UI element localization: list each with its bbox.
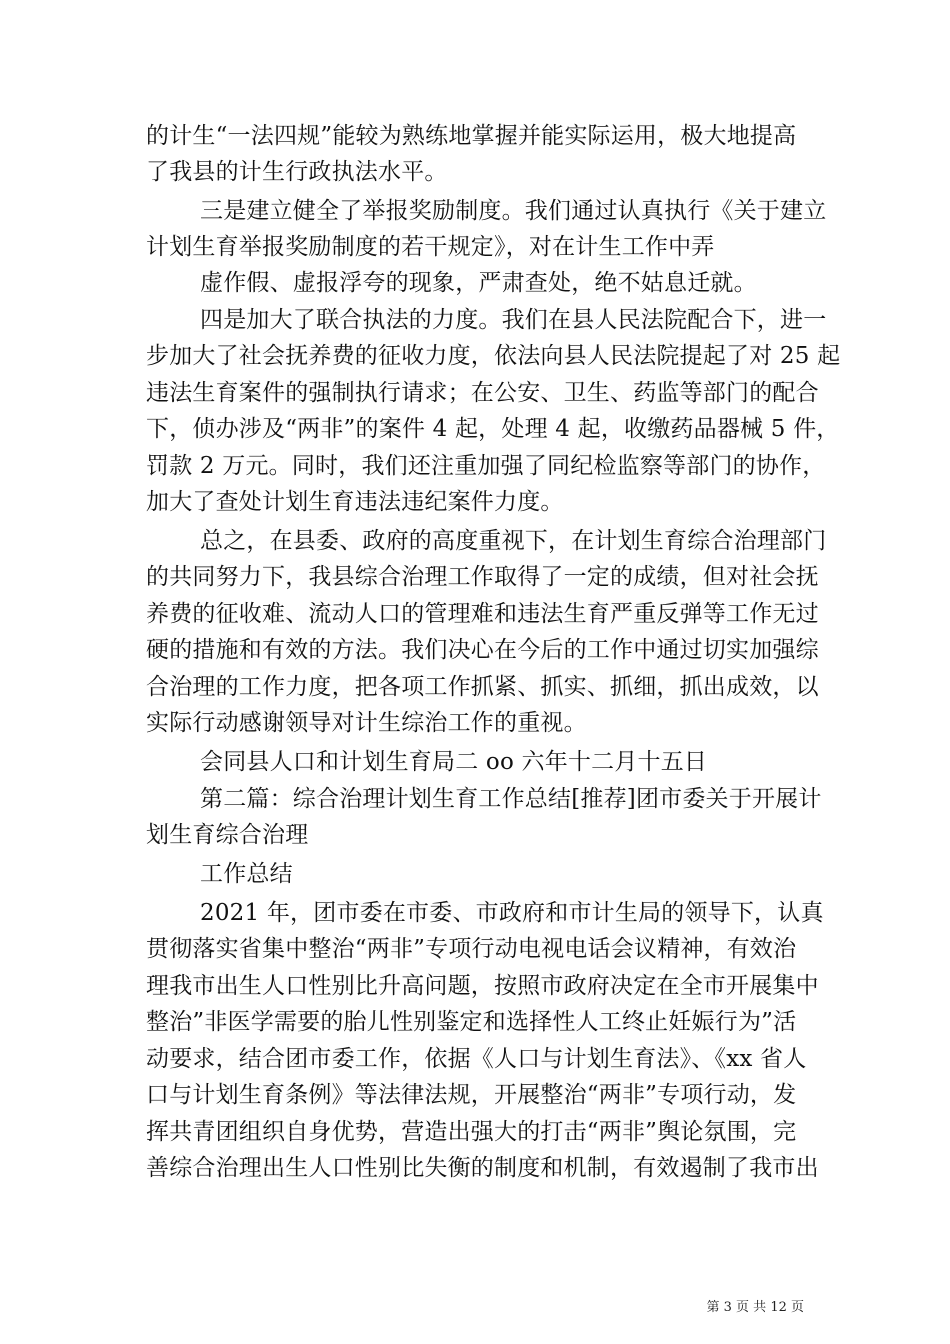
section-subheading: 工作总结 bbox=[200, 861, 293, 887]
text-line: 实际行动感谢领导对计生综治工作的重视。 bbox=[146, 710, 587, 736]
text-line: 整治”非医学需要的胎儿性别鉴定和选择性人工终止妊娠行为”活 bbox=[146, 1009, 797, 1035]
paragraph-start-line: 2021 年，团市委在市委、市政府和市计生局的领导下，认真 bbox=[200, 900, 824, 926]
text-line: 贯彻落实省集中整治“两非”专项行动电视电话会议精神，有效治 bbox=[146, 936, 797, 962]
paragraph-start-line: 三是建立健全了举报奖励制度。我们通过认真执行《关于建立 bbox=[200, 198, 827, 224]
text-line: 步加大了社会抚养费的征收力度，依法向县人民法院提起了对 25 起 bbox=[146, 343, 841, 369]
text-line: 挥共青团组织自身优势，营造出强大的打击“两非”舆论氛围，完 bbox=[146, 1119, 797, 1145]
section-heading-line: 划生育综合治理 bbox=[146, 822, 309, 848]
text-line: 违法生育案件的强制执行请求；在公安、卫生、药监等部门的配合 bbox=[146, 380, 819, 406]
paragraph-start-line: 总之，在县委、政府的高度重视下，在计划生育综合治理部门 bbox=[200, 528, 827, 554]
text-line: 的共同努力下，我县综合治理工作取得了一定的成绩，但对社会抚 bbox=[146, 564, 819, 590]
signature-line: 会同县人口和计划生育局二 oo 六年十二月十五日 bbox=[200, 749, 708, 775]
text-line: 合治理的工作力度，把各项工作抓紧、抓实、抓细，抓出成效，以 bbox=[146, 674, 819, 700]
text-line: 的计生“一法四规”能较为熟练地掌握并能实际运用，极大地提高 bbox=[146, 123, 797, 149]
text-line: 善综合治理出生人口性别比失衡的制度和机制，有效遏制了我市出 bbox=[146, 1155, 819, 1181]
paragraph-start-line: 四是加大了联合执法的力度。我们在县人民法院配合下，进一 bbox=[200, 307, 827, 333]
text-line: 硬的措施和有效的方法。我们决心在今后的工作中通过切实加强综 bbox=[146, 637, 819, 663]
text-line: 加大了查处计划生育违法违纪案件力度。 bbox=[146, 489, 564, 515]
text-line: 下，侦办涉及“两非”的案件 4 起，处理 4 起，收缴药品器械 5 件， bbox=[146, 416, 840, 442]
text-line: 动要求，结合团市委工作，依据《人口与计划生育法》、《xx 省人 bbox=[146, 1046, 807, 1072]
text-line: 养费的征收难、流动人口的管理难和违法生育严重反弹等工作无过 bbox=[146, 601, 819, 627]
text-line: 理我市出生人口性别比升高问题，按照市政府决定在全市开展集中 bbox=[146, 973, 819, 999]
text-line: 罚款 2 万元。同时，我们还注重加强了同纪检监察等部门的协作， bbox=[146, 453, 826, 479]
section-heading-line: 第二篇：综合治理计划生育工作总结[推荐]团市委关于开展计 bbox=[200, 786, 822, 812]
text-line: 计划生育举报奖励制度的若干规定》，对在计生工作中弄 bbox=[146, 234, 715, 260]
text-line: 口与计划生育条例》等法律法规，开展整治“两非”专项行动，发 bbox=[146, 1082, 797, 1108]
text-line: 了我县的计生行政执法水平。 bbox=[146, 159, 448, 185]
page-number: 第 3 页 共 12 页 bbox=[706, 1300, 804, 1315]
text-line: 虚作假、虚报浮夸的现象，严肃查处，绝不姑息迁就。 bbox=[200, 270, 757, 296]
